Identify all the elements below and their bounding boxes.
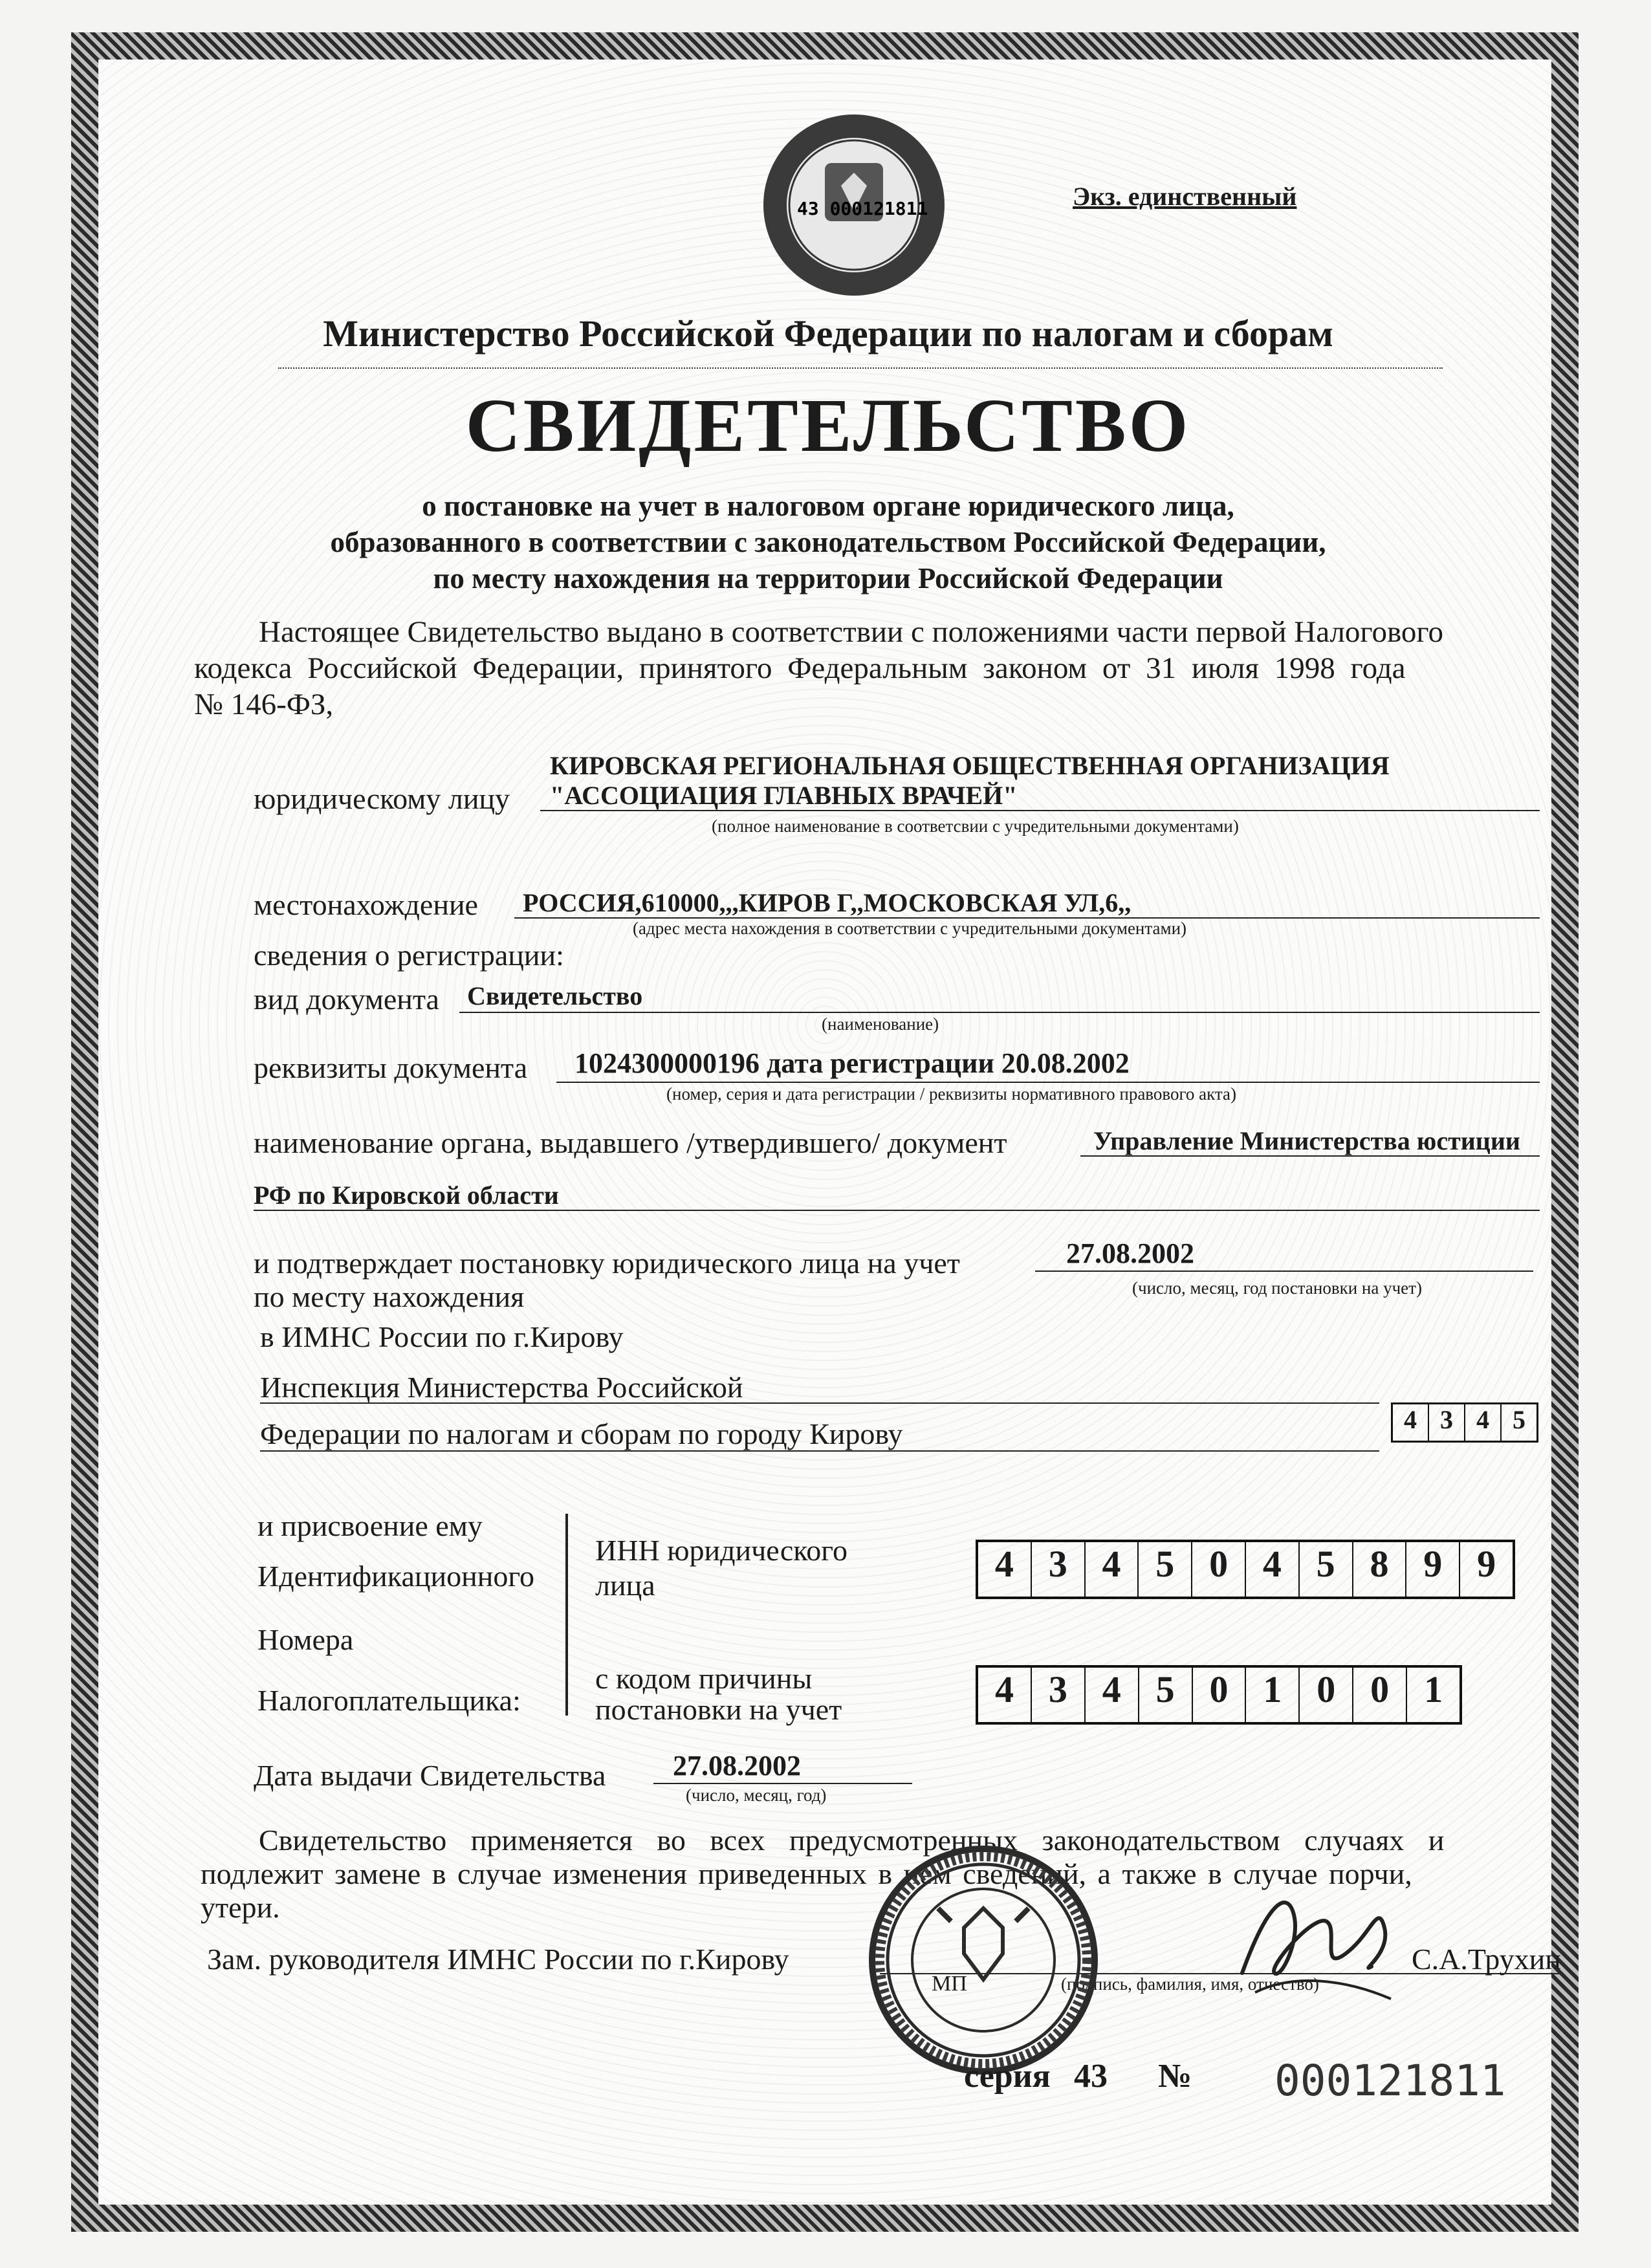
inspection-line-1: Инспекция Министерства Российской	[260, 1371, 743, 1404]
tin-left-line-4: Налогоплательщика:	[257, 1684, 521, 1717]
confirmation-text: и подтверждает постановку юридического лица на учет	[254, 1247, 960, 1280]
registration-heading: сведения о регистрации:	[254, 939, 564, 972]
doc-type-value: Свидетельство	[467, 981, 643, 1010]
tax-office-code-digit: 3	[1429, 1404, 1465, 1441]
doc-details-label: реквизиты документа	[254, 1051, 528, 1084]
entity-name-line-2: "АССОЦИАЦИЯ ГЛАВНЫХ ВРАЧЕЙ"	[550, 781, 1018, 810]
handwritten-signature	[1216, 1876, 1410, 2018]
tin-left-line-2: Идентификационного	[257, 1560, 535, 1593]
location-caption: (адрес места нахождения в соответствии с учредительными документами)	[633, 919, 1187, 938]
signature-caption: (подпись, фамилия, имя, отчество)	[1061, 1974, 1319, 1994]
copy-label: Экз. единственный	[1073, 182, 1297, 211]
inn-digits	[976, 1540, 1515, 1599]
issuer-label: наименование органа, выдавшего /утвердившего/ документ	[254, 1126, 1007, 1159]
subtitle-line-3: по месту нахождения на территории Российской Федерации	[433, 562, 1223, 594]
signatory-name: С.А.Трухин	[1412, 1943, 1561, 1976]
doc-details-caption: (номер, серия и дата регистрации / реквизиты нормативного правового акта)	[666, 1084, 1236, 1104]
entity-caption: (полное наименование в соответсвии с учредительными документами)	[712, 816, 1239, 836]
inn-digit: 8	[1353, 1542, 1407, 1597]
inn-digit: 9	[1406, 1542, 1460, 1597]
seal-number: 43 000121811	[797, 198, 928, 219]
issuer-value-line-2: РФ по Кировской области	[254, 1181, 559, 1210]
inspection-line-2: Федерации по налогам и сборам по городу Кирову	[260, 1417, 903, 1450]
doc-type-caption: (наименование)	[822, 1014, 939, 1034]
signatory-position: Зам. руководителя ИМНС России по г.Кирову	[207, 1943, 789, 1976]
doc-details-value: 1024300000196 дата регистрации 20.08.2002	[574, 1047, 1130, 1079]
ministry-underline	[278, 367, 1443, 369]
official-stamp	[867, 1844, 1100, 2077]
inspection-underline-1	[260, 1402, 1379, 1404]
location-label: местонахождение	[254, 888, 478, 921]
inn-digit: 5	[1300, 1542, 1353, 1597]
ministry-name: Министерство Российской Федерации по налогам и сборам	[323, 312, 1333, 354]
authority-name: в ИМНС России по г.Кирову	[260, 1320, 624, 1353]
tax-office-code-digit: 4	[1465, 1404, 1502, 1441]
issue-label: Дата выдачи Свидетельства	[254, 1759, 606, 1792]
kpp-digit: 4	[1086, 1668, 1139, 1722]
form-number: 000121811	[1274, 2056, 1506, 2106]
issuer-underline-1	[1080, 1155, 1540, 1157]
tin-divider	[565, 1514, 568, 1716]
kpp-digit: 1	[1424, 1668, 1443, 1710]
subtitle-line-2: образованного в соответствии с законодательством Российской Федерации,	[330, 526, 1326, 558]
inn-digit: 3	[1032, 1542, 1086, 1597]
series-label: серия	[964, 2058, 1051, 2095]
confirmation-place: по месту нахождения	[254, 1280, 525, 1313]
kpp-label-line-1: с кодом причины	[595, 1662, 813, 1695]
kpp-digit: 1	[1246, 1668, 1300, 1722]
issue-caption: (число, месяц, год)	[686, 1785, 827, 1805]
kpp-digit: 4	[978, 1668, 1032, 1722]
inn-digit: 4	[1086, 1542, 1139, 1597]
stamp-mp-label: МП	[932, 1972, 967, 1996]
entity-underline	[540, 810, 1540, 811]
intro-line-1: Настоящее Свидетельство выдано в соответствии с положениями части первой Налогового	[259, 615, 1444, 649]
intro-line-3: № 146-ФЗ,	[194, 688, 334, 721]
issuer-underline-2	[254, 1210, 1540, 1211]
number-sign: №	[1158, 2058, 1192, 2095]
location-value: РОССИЯ,610000,,,КИРОВ Г,,МОСКОВСКАЯ УЛ,6,,	[523, 888, 1132, 917]
entity-name-line-1: КИРОВСКАЯ РЕГИОНАЛЬНАЯ ОБЩЕСТВЕННАЯ ОРГАНИЗАЦИЯ	[550, 751, 1390, 780]
series-value: 43	[1074, 2058, 1108, 2095]
notice-line-1: Свидетельство применяется во всех предусмотренных законодательством случаях и	[259, 1824, 1445, 1857]
doc-type-underline	[459, 1012, 1540, 1013]
confirmation-caption: (число, месяц, год постановки на учет)	[1132, 1278, 1422, 1298]
inn-digit: 9	[1477, 1543, 1496, 1585]
doc-type-label: вид документа	[254, 983, 439, 1016]
confirmation-date-underline	[1035, 1270, 1533, 1272]
subtitle-line-1: о постановке на учет в налоговом органе юридического лица,	[422, 490, 1234, 522]
notice-line-3: утери.	[201, 1891, 280, 1924]
inn-label-line-1: ИНН юридического	[595, 1534, 848, 1567]
kpp-digits	[976, 1665, 1462, 1725]
tin-left-line-1: и присвоение ему	[257, 1509, 483, 1542]
kpp-digit: 3	[1032, 1668, 1086, 1722]
kpp-digit: 0	[1353, 1668, 1407, 1722]
entity-label: юридическому лицу	[254, 782, 510, 815]
notice-line-2: подлежит замене в случае изменения приведенных в нем сведений, а также в случае порчи,	[201, 1857, 1412, 1890]
inn-label-line-2: лица	[595, 1569, 655, 1602]
tax-office-code	[1391, 1402, 1538, 1443]
kpp-digit: 0	[1300, 1668, 1353, 1722]
inn-digit: 5	[1139, 1542, 1192, 1597]
tax-office-code-digit: 4	[1393, 1404, 1429, 1441]
document-title: СВИДЕТЕЛЬСТВО	[465, 383, 1191, 468]
tin-left-line-3: Номера	[257, 1623, 354, 1656]
kpp-digit: 0	[1193, 1668, 1247, 1722]
issue-date-underline	[653, 1783, 912, 1784]
intro-line-2: кодекса Российской Федерации, принятого Федеральным законом от 31 июля 1998 года	[194, 651, 1406, 685]
inn-digit: 4	[978, 1542, 1032, 1597]
inn-digit: 4	[1246, 1542, 1300, 1597]
issuer-value-line-1: Управление Министерства юстиции	[1093, 1126, 1520, 1155]
doc-details-underline	[556, 1082, 1540, 1083]
confirmation-date: 27.08.2002	[1066, 1238, 1194, 1269]
kpp-digit: 5	[1139, 1668, 1193, 1722]
inspection-underline-2	[260, 1450, 1379, 1452]
inn-digit: 0	[1192, 1542, 1246, 1597]
tax-office-code-digit: 5	[1513, 1405, 1525, 1434]
issue-date: 27.08.2002	[673, 1750, 801, 1782]
kpp-label-line-2: постановки на учет	[595, 1693, 842, 1726]
